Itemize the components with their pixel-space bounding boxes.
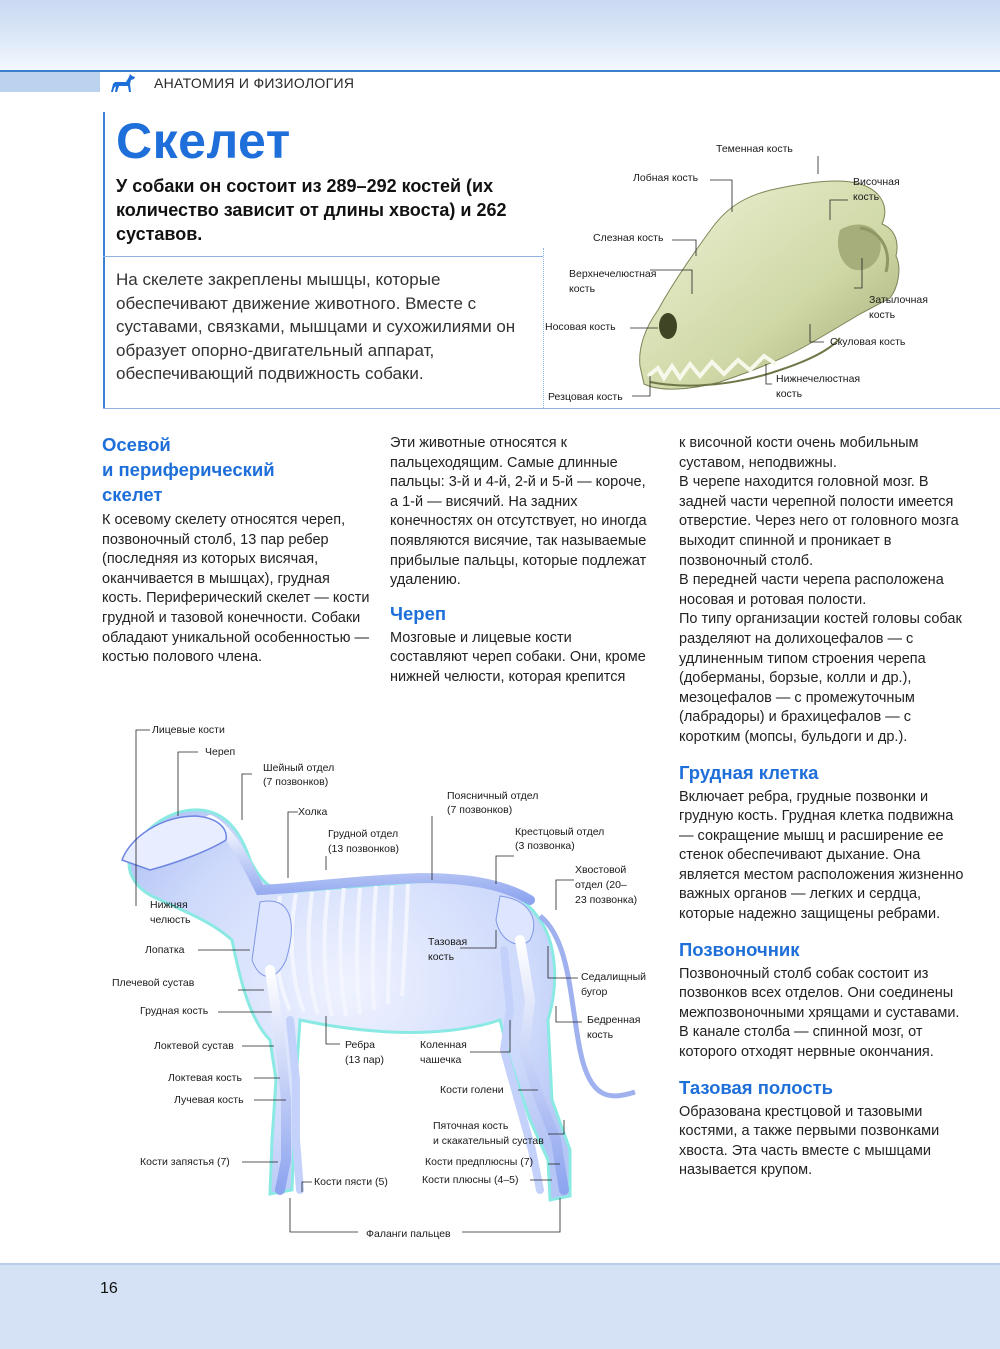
chest-text: Включает ребра, грудные позвонки и грудную кость. Грудная клетка подвижна — сокращение мышц и расширение ее стенок обеспечивают дыхание. Она является местом расположения жизненно важных органов — легких и сердца, которые надежно защищены ребрами. — [679, 788, 964, 923]
dog-label-sacral-1: Крестцовый отдел — [515, 826, 605, 838]
dog-label-ischial-tuber-1: Седалищный — [581, 971, 646, 983]
dog-label-thoracic-2: (13 позвонков) — [328, 843, 400, 855]
skull-label-temporal-1: Височная — [853, 176, 900, 188]
dog-label-sacral-2: (3 позвонка) — [515, 840, 575, 852]
skull-label-incisive: Резцовая кость — [548, 391, 623, 403]
dog-label-cervical-2: (7 позвонков) — [263, 776, 329, 788]
heading-pelvis: Тазовая полость — [679, 1076, 834, 1098]
section-header — [0, 70, 1000, 96]
dog-label-metatarsals: Кости плюсны (4–5) — [422, 1174, 519, 1186]
dog-label-thoracic-1: Грудной отдел — [328, 828, 399, 840]
dog-label-phalanges: Фаланги пальцев — [366, 1228, 451, 1240]
dog-label-radius: Лучевая кость — [174, 1094, 244, 1106]
dog-label-femur-1: Бедренная — [587, 1014, 641, 1026]
dog-label-pelvic-bone-2: кость — [428, 951, 455, 963]
dog-label-ribs-1: Ребра — [345, 1039, 375, 1051]
top-band — [0, 0, 1000, 70]
skull-label-mandible-1: Нижнечелюстная — [776, 373, 861, 385]
bottom-band-line — [0, 1263, 1000, 1265]
dog-label-elbow-joint: Локтевой сустав — [154, 1040, 234, 1052]
digits-text: Эти животные относятся к пальцеходящим. Самые длинные пальцы: 3-й и 4-й, 2-й и 5-й — короче, а 1-й — висячий. На задних конечностях он отсутствует, но иногда появляются висячие, так называемые прибылые пальцы, которые подлежат удалению. — [390, 435, 647, 589]
dog-label-cervical-1: Шейный отдел — [263, 762, 335, 774]
skull-text-cont-3: В передней части черепа расположена носовая и ротовая полости. — [679, 572, 944, 608]
skull-label-temporal-2: кость — [853, 191, 880, 203]
header-stub — [0, 72, 100, 92]
dog-icon — [108, 72, 138, 94]
page-number: 16 — [100, 1280, 118, 1297]
dog-label-shoulder-joint: Плечевой сустав — [112, 977, 195, 989]
column-2 — [390, 434, 650, 688]
heading-chest: Грудная клетка — [679, 761, 819, 783]
skull-label-mandible-2: кость — [776, 388, 803, 400]
dog-label-metacarpals: Кости пясти (5) — [314, 1176, 388, 1188]
dog-label-femur-2: кость — [587, 1029, 614, 1041]
intro-bottom-rule — [103, 408, 1000, 409]
dog-label-caudal-2: отдел (20– — [575, 879, 627, 891]
dog-label-sternum: Грудная кость — [140, 1005, 209, 1017]
skull-label-maxilla-2: кость — [569, 283, 596, 295]
dog-label-withers: Холка — [298, 806, 328, 818]
dog-label-lumbar-1: Поясничный отдел — [447, 790, 539, 802]
heading-axial-skeleton-3: скелет — [102, 484, 163, 505]
dog-label-ulna: Локтевая кость — [168, 1072, 242, 1084]
dog-label-pelvic-bone-1: Тазовая — [428, 936, 468, 948]
dog-label-calcaneus-1: Пяточная кость — [433, 1120, 509, 1132]
heading-spine: Позвоночник — [679, 938, 800, 960]
skull-label-occipital-1: Затылочная — [869, 294, 928, 306]
skull-text: Мозговые и лицевые кости составляют череп собаки. Они, кроме нижней челюсти, которая крепится — [390, 629, 646, 685]
dog-label-ribs-2: (13 пар) — [345, 1054, 384, 1066]
skull-label-occipital-2: кость — [869, 309, 896, 321]
dog-label-mandible-1: Нижняя — [150, 899, 188, 911]
skull-text-cont-4: По типу организации костей головы собак разделяют на долихоцефалов — с удлиненным типом строения черепа (доберманы, борзые, колли и др.), мезоцефалов — с промежуточным (лабрадоры) и брахицефалов — с коротким (мопсы, бульдоги и др.). — [679, 611, 962, 745]
dog-label-caudal-3: 23 позвонка) — [575, 894, 638, 906]
pelvis-text: Образована крестцовой и тазовыми костями, а также первыми позвонками хвоста. Эта часть вместе с мышцами называется крупом. — [679, 1103, 940, 1179]
intro-divider — [103, 256, 543, 257]
dog-label-shin-bones: Кости голени — [440, 1084, 504, 1096]
dog-label-calcaneus-2: и скакательный сустав — [433, 1135, 544, 1147]
dog-label-mandible-2: челюсть — [150, 914, 191, 926]
dog-label-patella-2: чашечка — [420, 1054, 462, 1066]
title-rule — [103, 112, 105, 409]
skull-label-zygomatic: Скуловая кость — [830, 336, 906, 348]
dog-label-patella-1: Коленная — [420, 1039, 467, 1051]
spine-text: Позвоночный столб собак состоит из позвонков всех отделов. Они соединены межпозвоночными хрящами и суставами. В канале столба — спинной мозг, от которого отходят нервные окончания. — [679, 965, 960, 1061]
dog-label-ischial-tuber-2: бугор — [581, 986, 608, 998]
heading-axial-skeleton-1: Осевой — [102, 434, 171, 455]
skull-text-cont-2: В черепе находится головной мозг. В задней части черепной полости имеется отверстие. Через него от головного мозга выходит спинной и проникает в позвоночный столб. — [679, 474, 959, 569]
skull-label-nasal: Носовая кость — [545, 321, 616, 333]
intro-paragraph: На скелете закреплены мышцы, которые обеспечивают движение животного. Вместе с суставами, связками, мышцами и сухожилиями он образует опорно-двигательный аппарат, обеспечивающий подвижность собаки. — [116, 270, 516, 383]
skull-text-cont-1: к височной кости очень мобильным суставом, неподвижны. — [679, 435, 919, 471]
column-1 — [102, 432, 372, 668]
dog-label-lumbar-2: (7 позвонков) — [447, 804, 513, 816]
axial-skeleton-text: К осевому скелету относятся череп, позвоночный столб, 13 пар ребер (последняя из которых висячая, оканчивается в мышцах), грудная кость. Периферический скелет — кости грудной и тазовой конечности. Собаки обладают уникальной особенностью — костью полового члена. — [102, 512, 370, 666]
dog-label-scapula: Лопатка — [145, 944, 185, 956]
lead-paragraph: У собаки он состоит из 289–292 костей (их количество зависит от длины хвоста) и 262 суставов. — [116, 176, 507, 244]
heading-skull: Череп — [390, 602, 447, 624]
column-3 — [679, 434, 969, 1181]
skull-label-lacrimal: Слезная кость — [593, 232, 664, 244]
skull-label-maxilla-1: Верхнечелюстная — [569, 268, 657, 280]
bottom-band — [0, 1263, 1000, 1349]
dog-label-carpals: Кости запястья (7) — [140, 1156, 230, 1168]
dog-label-skull: Череп — [205, 746, 236, 758]
skull-label-frontal: Лобная кость — [633, 172, 699, 184]
skull-label-parietal: Теменная кость — [716, 143, 793, 155]
dog-label-tarsals: Кости предплюсны (7) — [425, 1156, 534, 1168]
dog-label-caudal-1: Хвостовой — [575, 864, 627, 876]
page-title: Скелет — [116, 113, 291, 169]
dog-label-facial-bones: Лицевые кости — [152, 724, 225, 736]
section-title: АНАТОМИЯ И ФИЗИОЛОГИЯ — [154, 75, 355, 91]
heading-axial-skeleton-2: и периферический — [102, 459, 275, 480]
